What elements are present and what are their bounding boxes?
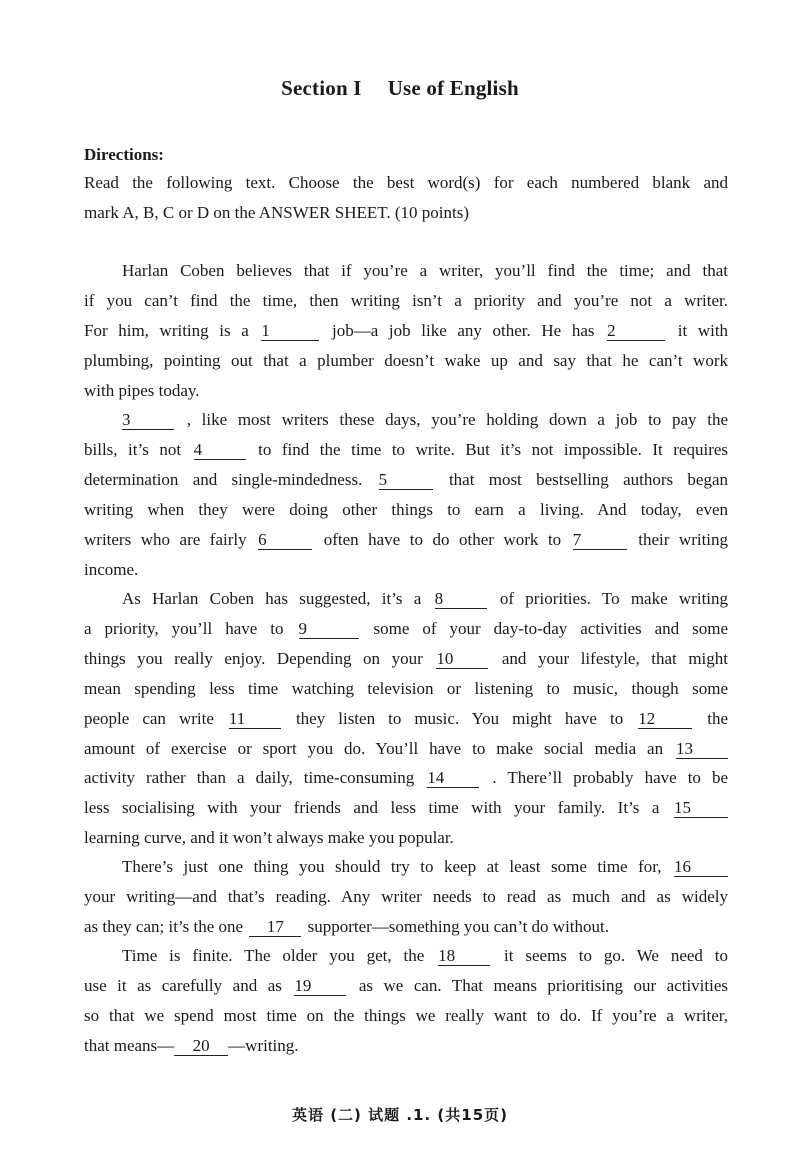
blank-7: 7: [573, 531, 627, 550]
blank-17: 17: [249, 918, 301, 937]
passage-line: As Harlan Coben has suggested, it’s a 8 of priorities. To make writing: [122, 589, 729, 608]
passage-line: 3 , like most writers these days, you’re holding down a job to pay the: [122, 410, 729, 429]
passage-line: amount of exercise or sport you do. You’ll have to make social media an 13: [84, 738, 728, 760]
blank-5: 5: [379, 471, 433, 490]
passage-line: plumbing, pointing out that a plumber doesn’t wake up and say that he can’t work: [84, 351, 728, 370]
blank-16: 16: [674, 858, 728, 877]
passage-line: There’s just one thing you should try to keep at least some time for, 16: [84, 856, 728, 878]
passage-line: things you really enjoy. Depending on your 10 and your lifestyle, that might: [84, 649, 728, 668]
blank-12: 12: [638, 710, 692, 729]
passage-line: if you can’t find the time, then writing isn’t a priority and you’re not a writer.: [84, 291, 728, 310]
blank-1: 1: [261, 322, 319, 341]
passage-line: income.: [84, 560, 139, 579]
passage-line: so that we spend most time on the things we really want to do. If you’re a writer,: [84, 1006, 728, 1025]
blank-9: 9: [299, 620, 359, 639]
passage-line: For him, writing is a 1 job—a job like any other. He has 2 it with: [84, 321, 729, 340]
passage-line: a priority, you’ll have to 9 some of your day-to-day activities and some: [84, 619, 729, 638]
blank-15: 15: [674, 799, 728, 818]
passage-line: less socialising with your friends and less time with your family. It’s a 15: [84, 797, 728, 819]
section-number: Section I: [281, 76, 362, 100]
passage-line: with pipes today.: [84, 381, 200, 400]
passage-line: use it as carefully and as 19 as we can. That means prioritising our activities: [84, 976, 729, 995]
passage-line: activity rather than a daily, time-consuming 14 . There’ll probably have to be: [84, 768, 729, 787]
blank-4: 4: [194, 441, 246, 460]
section-name: Use of English: [387, 76, 519, 100]
blank-19: 19: [294, 977, 346, 996]
section-title: [0, 76, 800, 101]
passage-line: mean spending less time watching television or listening to music, though some: [84, 679, 728, 698]
blank-6: 6: [258, 531, 312, 550]
passage-line: your writing—and that’s reading. Any writer needs to read as much and as widely: [84, 887, 728, 906]
blank-2: 2: [607, 322, 665, 341]
passage-line: Harlan Coben believes that if you’re a writer, you’ll find the time; and that: [122, 261, 728, 280]
directions-heading: Directions:: [84, 145, 164, 164]
blank-14: 14: [427, 769, 479, 788]
passage-line: that means— 20 —writing.: [84, 1036, 299, 1055]
passage-line: writers who are fairly 6 often have to do other work to 7 their writing: [84, 530, 729, 549]
blank-10: 10: [436, 650, 488, 669]
blank-18: 18: [438, 947, 490, 966]
blank-20: 20: [174, 1037, 228, 1056]
passage-line: Time is finite. The older you get, the 18 it seems to go. We need to: [122, 946, 729, 965]
blank-3: 3: [122, 411, 174, 430]
directions-line-1: Read the following text. Choose the best word(s) for each numbered blank and: [84, 173, 728, 192]
page-footer: 英语 (二) 试题 .1. (共15页): [291, 1106, 509, 1124]
passage-line: as they can; it’s the one 17 supporter—something you can’t do without.: [84, 917, 609, 936]
blank-8: 8: [435, 590, 487, 609]
blank-11: 11: [229, 710, 281, 729]
blank-13: 13: [676, 740, 728, 759]
passage-line: learning curve, and it won’t always make you popular.: [84, 828, 454, 847]
directions-line-2: mark A, B, C or D on the ANSWER SHEET. (10 points): [84, 203, 469, 222]
passage-line: bills, it’s not 4 to find the time to write. But it’s not impossible. It requires: [84, 440, 729, 459]
passage-line: writing when they were doing other things to earn a living. And today, even: [84, 500, 728, 519]
passage-line: determination and single-mindedness. 5 that most bestselling authors began: [84, 470, 729, 489]
passage-line: people can write 11 they listen to music. You might have to 12 the: [84, 709, 729, 728]
